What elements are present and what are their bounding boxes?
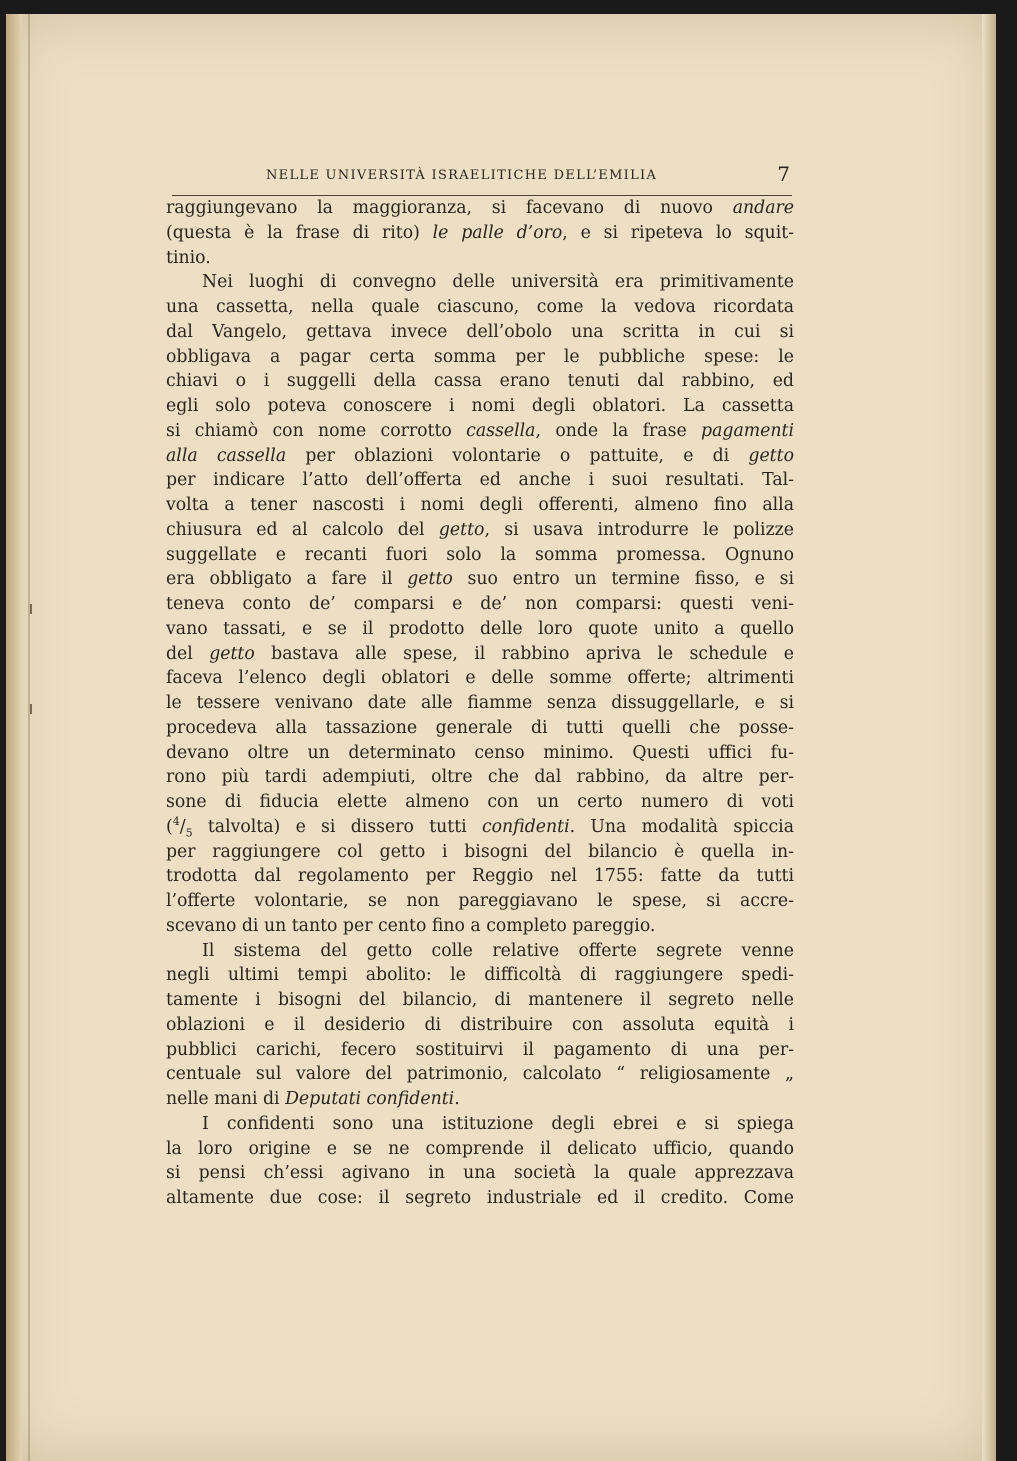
page-number: 7: [777, 162, 790, 186]
text-line: alla cassella per oblazioni volontarie o pattuite, e di getto: [166, 445, 794, 466]
text-line: per raggiungere col getto i bisogni del bilancio è quella in-: [166, 841, 794, 862]
page-spine: [6, 14, 22, 1461]
text-line: obbligava a pagar certa somma per le pubbliche spese: le: [166, 346, 794, 367]
text-line: la loro origine e se ne comprende il delicato ufficio, quando: [166, 1138, 794, 1159]
text-line: tamente i bisogni del bilancio, di mantenere il segreto nelle: [166, 990, 794, 1010]
text-line: pubblici carichi, fecero sostituirvi il pagamento di una per-: [166, 1039, 794, 1060]
text-line: egli solo poteva conoscere i nomi degli oblatori. La cassetta: [166, 396, 794, 416]
text-line: trodotta dal regolamento per Reggio nel 1755: fatte da tutti: [166, 866, 794, 887]
text-line: per indicare l’atto dell’offerta ed anche i suoi resultati. Tal-: [166, 470, 794, 491]
text-line: volta a tener nascosti i nomi degli offerenti, almeno fino alla: [166, 495, 794, 515]
text-line: era obbligato a fare il getto suo entro un termine fisso, e si: [166, 569, 794, 590]
text-line: raggiungevano la maggioranza, si facevano di nuovo andare: [166, 198, 794, 218]
binding-line: [28, 14, 30, 1461]
page-edge: [982, 14, 996, 1461]
text-line: si chiamò con nome corrotto cassella, onde la frase pagamenti: [166, 420, 794, 441]
text-line: I confidenti sono una istituzione degli ebrei e si spiega: [202, 1113, 794, 1134]
margin-mark: [30, 704, 32, 714]
text-line: scevano di un tanto per cento fino a completo pareggio.: [166, 915, 656, 936]
text-line: si pensi ch’essi agivano in una società la quale apprezzava: [166, 1163, 794, 1184]
text-line: rono più tardi adempiuti, oltre che dal rabbino, da altre per-: [166, 767, 794, 788]
text-line: oblazioni e il desiderio di distribuire con assoluta equità i: [166, 1014, 794, 1035]
running-title: NELLE UNIVERSITÀ ISRAELITICHE DELL’EMILIA: [266, 168, 658, 183]
text-line: tinio.: [166, 247, 211, 268]
text-line: chiusura ed al calcolo del getto, si usava introdurre le polizze: [166, 519, 794, 540]
text-line: Nei luoghi di convegno delle università era primitivamente: [202, 272, 794, 293]
page-header: [166, 162, 796, 196]
text-line: centuale sul valore del patrimonio, calcolato “ religiosamente „: [166, 1064, 794, 1085]
text-line: Il sistema del getto colle relative offerte segrete venne: [202, 940, 794, 961]
text-line: negli ultimi tempi abolito: le difficoltà di raggiungere spedi-: [166, 965, 794, 986]
text-line: faceva l’elenco degli oblatori e delle somme offerte; altrimenti: [166, 668, 794, 689]
text-line: sone di fiducia elette almeno con un certo numero di voti: [166, 792, 794, 812]
text-line: chiavi o i suggelli della cassa erano tenuti dal rabbino, ed: [166, 371, 794, 392]
text-line: devano oltre un determinato censo minimo. Questi uffici fu-: [166, 742, 794, 763]
text-line: nelle mani di Deputati confidenti.: [166, 1089, 460, 1109]
text-line: ($^4/_5$ talvolta) e si dissero tutti confidenti. Una modalità spiccia: [166, 814, 794, 840]
text-line: l’offerte volontarie, se non pareggiavano le spese, si accre-: [166, 891, 794, 911]
body-text: [166, 196, 794, 1211]
text-line: suggellate e recanti fuori solo la somma promessa. Ognuno: [166, 544, 794, 565]
text-line: del getto bastava alle spese, il rabbino apriva le schedule e: [166, 643, 794, 664]
text-line: dal Vangelo, gettava invece dell’obolo una scritta in cui si: [166, 321, 794, 342]
text-line: procedeva alla tassazione generale di tutti quelli che posse-: [166, 717, 794, 738]
text-line: una cassetta, nella quale ciascuno, come la vedova ricordata: [166, 297, 794, 317]
text-line: teneva conto de’ comparsi e de’ non comparsi: questi veni-: [166, 594, 794, 614]
margin-mark: [30, 604, 32, 614]
text-line: le tessere venivano date alle fiamme senza dissuggellarle, e si: [166, 693, 794, 713]
text-line: (questa è la frase di rito) le palle d’oro, e si ripeteva lo squit-: [166, 222, 794, 243]
text-line: vano tassati, e se il prodotto delle loro quote unito a quello: [166, 618, 794, 639]
text-line: altamente due cose: il segreto industriale ed il credito. Come: [166, 1188, 794, 1208]
